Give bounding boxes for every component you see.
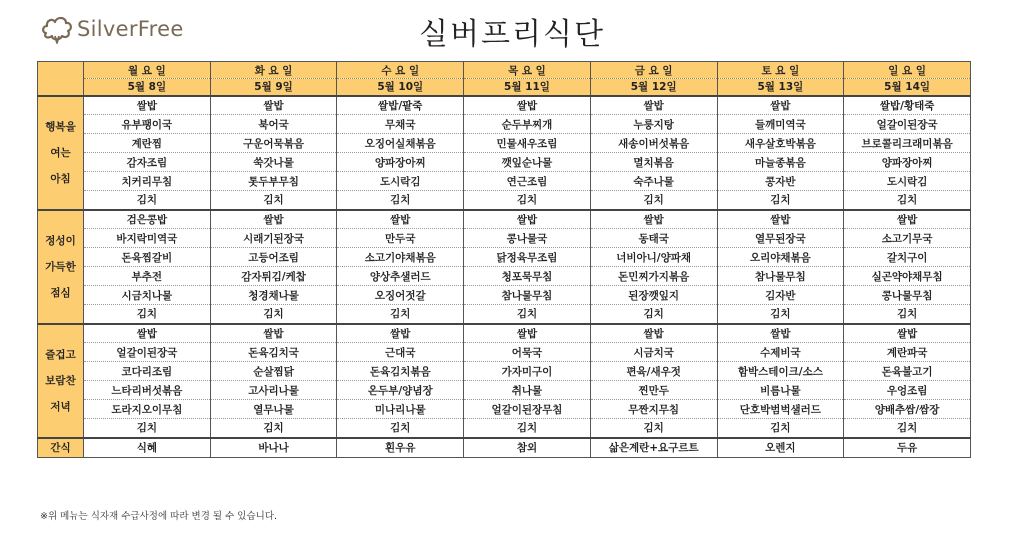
meal-label-line: 즐겁고 <box>45 348 76 361</box>
meal-label <box>38 96 84 210</box>
menu-cell: 시금치국 <box>590 343 717 362</box>
menu-cell: 쌀밥 <box>717 210 844 229</box>
menu-cell: 우엉조림 <box>844 381 971 400</box>
day-name: 토 요 일 <box>717 62 844 79</box>
menu-cell: 쌀밥 <box>84 324 211 343</box>
day-date: 5월 13일 <box>717 79 844 96</box>
meal-row <box>38 153 971 172</box>
menu-cell: 양배추쌈/쌈장 <box>844 400 971 419</box>
menu-cell: 들깨미역국 <box>717 115 844 134</box>
menu-cell: 유부팽이국 <box>84 115 211 134</box>
meal-label <box>38 210 84 324</box>
menu-cell: 소고기무국 <box>844 229 971 248</box>
menu-cell: 부추전 <box>84 267 211 286</box>
meal-row <box>38 248 971 267</box>
menu-cell: 김치 <box>464 191 591 210</box>
menu-cell: 청경채나물 <box>210 286 337 305</box>
menu-cell: 쌀밥 <box>844 324 971 343</box>
menu-cell: 돈육김치볶음 <box>337 362 464 381</box>
menu-cell: 감자조림 <box>84 153 211 172</box>
menu-cell: 쌀밥 <box>464 96 591 115</box>
meal-label-line: 보람찬 <box>45 374 76 387</box>
footnote: ※위 메뉴는 식자재 수급사정에 따라 변경 될 수 있습니다. <box>40 511 278 522</box>
snack-body <box>38 438 971 458</box>
meal-label-line: 행복을 <box>45 120 76 133</box>
meal-body <box>38 96 971 438</box>
menu-cell: 비름나물 <box>717 381 844 400</box>
menu-cell: 검은콩밥 <box>84 210 211 229</box>
menu-cell: 미나리나물 <box>337 400 464 419</box>
menu-cell: 쌀밥 <box>337 324 464 343</box>
menu-cell: 감자튀김/케찹 <box>210 267 337 286</box>
menu-cell: 콩나물국 <box>464 229 591 248</box>
menu-cell: 치커리무침 <box>84 172 211 191</box>
menu-cell: 쌀밥 <box>84 96 211 115</box>
menu-cell: 얼갈이된장무침 <box>464 400 591 419</box>
menu-cell: 김치 <box>210 191 337 210</box>
menu-cell: 갈치구이 <box>844 248 971 267</box>
page-title: 실버프리식단 <box>419 17 605 52</box>
menu-cell: 김치 <box>84 305 211 324</box>
menu-cell: 김치 <box>210 305 337 324</box>
meal-row <box>38 134 971 153</box>
menu-cell: 김치 <box>337 305 464 324</box>
menu-cell: 동태국 <box>590 229 717 248</box>
menu-cell: 시래기된장국 <box>210 229 337 248</box>
meal-row <box>38 210 971 229</box>
meal-row <box>38 419 971 438</box>
menu-cell: 취나물 <box>464 381 591 400</box>
date-header-row <box>38 79 971 96</box>
menu-cell: 순살찜닭 <box>210 362 337 381</box>
menu-cell: 브로콜리크래미볶음 <box>844 134 971 153</box>
menu-cell: 수제비국 <box>717 343 844 362</box>
menu-cell: 양상추샐러드 <box>337 267 464 286</box>
menu-cell: 쑥갓나물 <box>210 153 337 172</box>
menu-cell: 김치 <box>590 419 717 438</box>
menu-cell: 톳두부무침 <box>210 172 337 191</box>
menu-cell: 돈육김치국 <box>210 343 337 362</box>
meal-label-line: 여는 <box>50 146 71 159</box>
menu-cell: 편육/새우젓 <box>590 362 717 381</box>
menu-cell: 돈육찜갈비 <box>84 248 211 267</box>
snack-cell: 두유 <box>844 438 971 458</box>
day-date: 5월 11일 <box>464 79 591 96</box>
menu-cell: 콩자반 <box>717 172 844 191</box>
menu-cell: 쌀밥/황태죽 <box>844 96 971 115</box>
menu-cell: 김치 <box>844 305 971 324</box>
snack-row <box>38 438 971 458</box>
menu-cell: 김치 <box>717 305 844 324</box>
menu-cell: 콩나물무침 <box>844 286 971 305</box>
menu-cell: 느타리버섯볶음 <box>84 381 211 400</box>
menu-cell: 함박스테이크/소스 <box>717 362 844 381</box>
menu-table <box>37 61 971 458</box>
menu-cell: 실곤약야채무침 <box>844 267 971 286</box>
day-name: 화 요 일 <box>210 62 337 79</box>
meal-label-line: 가득한 <box>45 260 76 273</box>
menu-cell: 참나물무침 <box>464 286 591 305</box>
menu-cell: 연근조림 <box>464 172 591 191</box>
menu-cell: 김치 <box>464 419 591 438</box>
menu-cell: 멸치볶음 <box>590 153 717 172</box>
menu-cell: 쌀밥 <box>464 210 591 229</box>
menu-cell: 바지락미역국 <box>84 229 211 248</box>
menu-cell: 도시락김 <box>844 172 971 191</box>
menu-cell: 김치 <box>84 191 211 210</box>
menu-cell: 가자미구이 <box>464 362 591 381</box>
menu-cell: 쌀밥 <box>210 210 337 229</box>
menu-cell: 너비아니/양파채 <box>590 248 717 267</box>
menu-cell: 돈민찌가지볶음 <box>590 267 717 286</box>
day-name: 금 요 일 <box>590 62 717 79</box>
menu-cell: 북어국 <box>210 115 337 134</box>
menu-cell: 얼갈이된장국 <box>844 115 971 134</box>
menu-cell: 열무된장국 <box>717 229 844 248</box>
menu-cell: 양파장아찌 <box>844 153 971 172</box>
menu-cell: 김치 <box>590 191 717 210</box>
menu-cell: 김치 <box>337 419 464 438</box>
meal-row <box>38 191 971 210</box>
meal-label-line: 저녁 <box>50 400 71 413</box>
meal-row <box>38 267 971 286</box>
menu-cell: 코다리조림 <box>84 362 211 381</box>
menu-cell: 쌀밥 <box>717 96 844 115</box>
menu-cell: 오징어실채볶음 <box>337 134 464 153</box>
menu-cell: 청포묵무침 <box>464 267 591 286</box>
menu-cell: 쌀밥 <box>717 324 844 343</box>
logo-text: SilverFree <box>77 17 184 41</box>
menu-cell: 김치 <box>464 305 591 324</box>
meal-label-line: 아침 <box>50 172 71 185</box>
meal-label-line: 점심 <box>50 286 71 299</box>
meal-row <box>38 381 971 400</box>
menu-cell: 참나물무침 <box>717 267 844 286</box>
meal-row <box>38 324 971 343</box>
menu-cell: 만두국 <box>337 229 464 248</box>
meal-row <box>38 286 971 305</box>
snack-cell: 흰우유 <box>337 438 464 458</box>
day-date: 5월 14일 <box>844 79 971 96</box>
menu-cell: 오징어젓갈 <box>337 286 464 305</box>
snack-cell: 삶은계란+요구르트 <box>590 438 717 458</box>
meal-row <box>38 343 971 362</box>
snack-cell: 바나나 <box>210 438 337 458</box>
menu-cell: 마늘종볶음 <box>717 153 844 172</box>
menu-cell: 단호박범벅샐러드 <box>717 400 844 419</box>
menu-cell: 열무나물 <box>210 400 337 419</box>
menu-cell: 쌀밥 <box>844 210 971 229</box>
menu-cell: 고사리나물 <box>210 381 337 400</box>
meal-row <box>38 362 971 381</box>
menu-cell: 소고기야채볶음 <box>337 248 464 267</box>
menu-cell: 김치 <box>717 419 844 438</box>
header-corner <box>38 62 84 96</box>
menu-cell: 쌀밥 <box>337 210 464 229</box>
menu-cell: 도시락김 <box>337 172 464 191</box>
snack-label: 간식 <box>38 438 84 458</box>
menu-cell: 무짠지무침 <box>590 400 717 419</box>
day-date: 5월 10일 <box>337 79 464 96</box>
meal-label-line: 정성이 <box>45 234 76 247</box>
menu-cell: 쌀밥 <box>464 324 591 343</box>
day-date: 5월 12일 <box>590 79 717 96</box>
menu-cell: 김치 <box>717 191 844 210</box>
day-name: 수 요 일 <box>337 62 464 79</box>
day-name: 일 요 일 <box>844 62 971 79</box>
menu-cell: 새송이버섯볶음 <box>590 134 717 153</box>
day-name: 월 요 일 <box>84 62 211 79</box>
day-name: 목 요 일 <box>464 62 591 79</box>
meal-row <box>38 172 971 191</box>
menu-cell: 김치 <box>84 419 211 438</box>
menu-cell: 얼갈이된장국 <box>84 343 211 362</box>
day-header-row <box>38 62 971 79</box>
menu-cell: 어묵국 <box>464 343 591 362</box>
menu-cell: 양파장아찌 <box>337 153 464 172</box>
menu-cell: 김치 <box>337 191 464 210</box>
menu-cell: 근대국 <box>337 343 464 362</box>
menu-cell: 무채국 <box>337 115 464 134</box>
menu-cell: 민물새우조림 <box>464 134 591 153</box>
meal-row <box>38 96 971 115</box>
snack-cell: 오렌지 <box>717 438 844 458</box>
menu-cell: 김치 <box>844 419 971 438</box>
menu-cell: 계란찜 <box>84 134 211 153</box>
menu-cell: 숙주나물 <box>590 172 717 191</box>
menu-cell: 도라지오이무침 <box>84 400 211 419</box>
day-date: 5월 8일 <box>84 79 211 96</box>
menu-cell: 누룽지탕 <box>590 115 717 134</box>
meal-row <box>38 229 971 248</box>
snack-cell: 참외 <box>464 438 591 458</box>
menu-cell: 깻잎순나물 <box>464 153 591 172</box>
menu-cell: 시금치나물 <box>84 286 211 305</box>
snack-cell: 식혜 <box>84 438 211 458</box>
menu-cell: 구운어묵볶음 <box>210 134 337 153</box>
menu-cell: 된장깻잎지 <box>590 286 717 305</box>
menu-cell: 쌀밥 <box>590 96 717 115</box>
menu-cell: 김치 <box>590 305 717 324</box>
meal-row <box>38 400 971 419</box>
meal-row <box>38 115 971 134</box>
meal-label <box>38 324 84 438</box>
menu-cell: 김자반 <box>717 286 844 305</box>
menu-cell: 찐만두 <box>590 381 717 400</box>
menu-cell: 김치 <box>844 191 971 210</box>
menu-cell: 오리야채볶음 <box>717 248 844 267</box>
menu-cell: 닭정육무조림 <box>464 248 591 267</box>
menu-cell: 쌀밥 <box>590 324 717 343</box>
menu-cell: 새우살호박볶음 <box>717 134 844 153</box>
menu-cell: 온두부/양념장 <box>337 381 464 400</box>
menu-cell: 쌀밥/팥죽 <box>337 96 464 115</box>
menu-cell: 계란파국 <box>844 343 971 362</box>
menu-cell: 돈육불고기 <box>844 362 971 381</box>
menu-cell: 김치 <box>210 419 337 438</box>
menu-cell: 쌀밥 <box>210 324 337 343</box>
menu-cell: 쌀밥 <box>210 96 337 115</box>
meal-row <box>38 305 971 324</box>
menu-cell: 고등어조림 <box>210 248 337 267</box>
menu-cell: 순두부찌개 <box>464 115 591 134</box>
day-date: 5월 9일 <box>210 79 337 96</box>
menu-cell: 쌀밥 <box>590 210 717 229</box>
